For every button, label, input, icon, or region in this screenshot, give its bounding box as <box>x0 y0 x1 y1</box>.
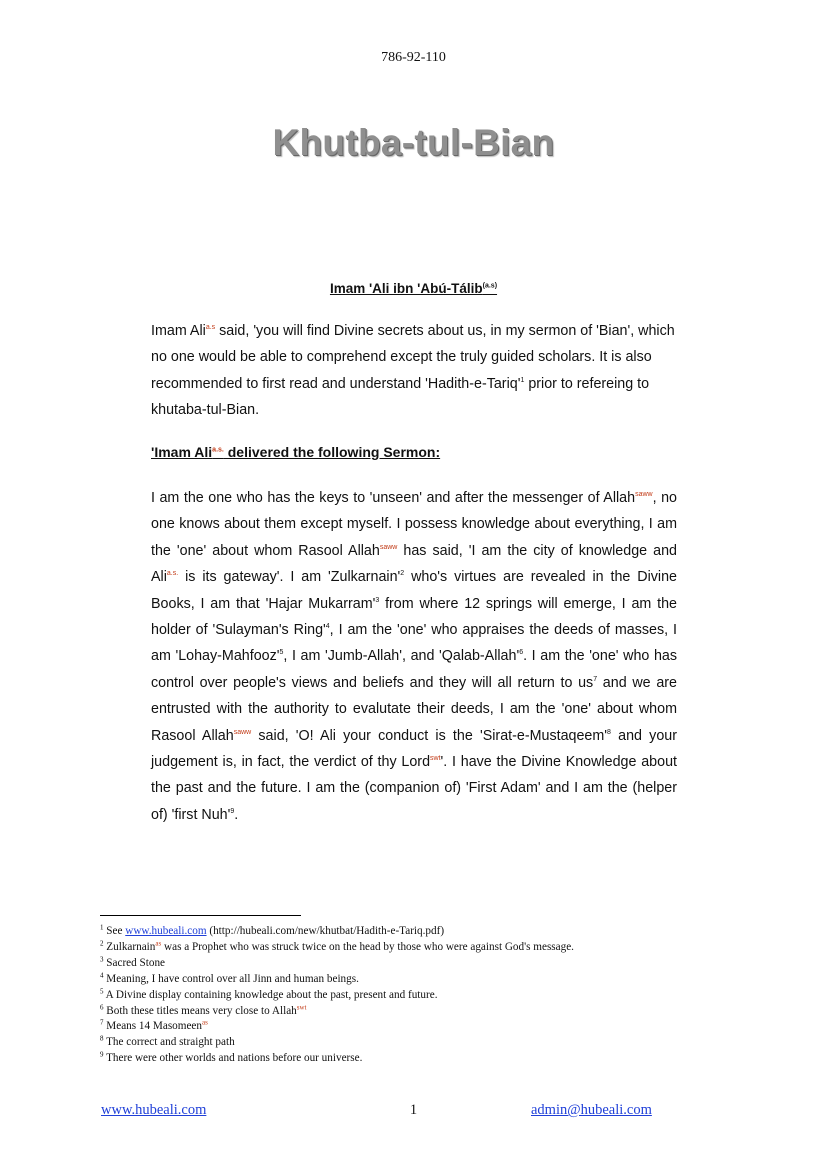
footnote-number: 3 <box>100 955 104 964</box>
footnote-number: 8 <box>100 1034 104 1043</box>
footnote-ref-1: 1 <box>520 377 525 385</box>
footnote-number: 5 <box>100 986 104 995</box>
footnote-6 <box>100 1004 760 1020</box>
footnote-number: 2 <box>100 939 104 948</box>
footnotes <box>100 924 760 1067</box>
author-honorific: (a.s) <box>482 282 498 290</box>
footnote-number: 4 <box>100 970 104 979</box>
footnote-ref-5: 5 <box>279 649 284 657</box>
footnote-ref-4: 4 <box>325 623 330 631</box>
footnote-1 <box>100 924 760 940</box>
footnote-ref-2: 2 <box>400 570 405 578</box>
footnote-number: 6 <box>100 1002 104 1011</box>
page-title: Khutba-tul-Bian <box>272 122 555 163</box>
sermon-heading-text-2: delivered the following Sermon: <box>223 444 441 460</box>
honorific-sup: as <box>155 939 162 948</box>
footnote-9 <box>100 1051 760 1067</box>
honorific-sup: saww <box>635 491 653 499</box>
honorific-sup: swt <box>296 1002 307 1011</box>
footnote-5 <box>100 988 760 1004</box>
footnote-text: Both these titles means very close to Allah <box>103 1004 297 1017</box>
footnote-3 <box>100 956 760 972</box>
intro-paragraph <box>151 318 677 424</box>
honorific-sup: swt <box>430 755 441 763</box>
sermon-text: . <box>234 806 239 823</box>
sermon-text: , no one knows about them except myself. I possess knowledge about everything, I am the 'one' about whom Rasool Allah <box>151 490 677 559</box>
hubeali-link[interactable]: www.hubeali.com <box>125 925 207 937</box>
honorific-sup: a.s. <box>212 446 224 454</box>
footnote-2 <box>100 940 760 956</box>
honorific-sup: saww <box>233 728 252 736</box>
sermon-text: has said, 'I am the city of knowledge and Ali <box>151 542 677 586</box>
page-number: 1 <box>409 1102 418 1118</box>
sermon-text: and we are entrusted with the authority to evalutate their deeds, I am the 'one' about whom Rasool Allah <box>151 674 677 744</box>
intro-text-1: Imam Ali <box>151 323 206 339</box>
sermon-heading-text-1: 'Imam Ali <box>151 444 213 460</box>
footnote-8 <box>100 1035 760 1051</box>
sermon-paragraph <box>151 485 677 828</box>
footnote-number: 1 <box>100 923 104 932</box>
sermon-text: , I am the 'one' who appraises the deeds of masses, I am 'Lohay-Mahfooz' <box>151 622 678 665</box>
sermon-text: I am the one who has the keys to 'unseen' and after the messenger of Allah <box>151 490 636 506</box>
footer-website-link[interactable]: www.hubeali.com <box>101 1102 207 1118</box>
footnote-ref-3: 3 <box>375 596 380 604</box>
footnote-text: Sacred Stone <box>103 956 166 969</box>
sermon-text: from where 12 springs will emerge, I am the holder of 'Sulayman's Ring' <box>151 595 677 639</box>
footnote-text: A Divine display containing knowledge about the past, present and future. <box>103 988 438 1001</box>
footnote-ref-9: 9 <box>230 808 235 816</box>
footnote-text: (http://hubeali.com/new/khutbat/Hadith-e-Tariq.pdf) <box>206 925 445 937</box>
honorific-sup: saww <box>379 544 398 552</box>
document-code: 786-92-110 <box>381 50 446 65</box>
footnote-divider <box>100 915 301 916</box>
footnote-text: was a Prophet who was struck twice on the head by those who were against God's message. <box>161 940 574 953</box>
author-heading <box>0 281 827 296</box>
footer-email-link[interactable]: admin@hubeali.com <box>531 1102 652 1118</box>
sermon-text: , I am 'Jumb-Allah', and 'Qalab-Allah' <box>283 648 520 665</box>
footnote-text: Means 14 Masomeen <box>103 1020 202 1033</box>
footnote-ref-6: 6 <box>519 649 524 657</box>
author-name: Imam 'Ali ibn 'Abú-Tálib <box>329 281 483 296</box>
sermon-text: is its gateway'. I am 'Zulkarnain' <box>178 569 401 586</box>
sermon-heading <box>151 444 440 460</box>
honorific-sup: a.s. <box>166 570 179 578</box>
footnote-number: 7 <box>100 1018 104 1027</box>
sermon-text: . I am the 'one' who has control over people's views and beliefs and they will all return to us <box>151 648 678 691</box>
footnote-text: The correct and straight path <box>103 1036 235 1049</box>
footnote-7 <box>100 1019 760 1035</box>
footnote-text: There were other worlds and nations before our universe. <box>103 1052 363 1065</box>
footnote-4 <box>100 972 760 988</box>
sermon-text: who's virtues are revealed in the Divine Books, I am that 'Hajar Mukarram' <box>151 569 677 612</box>
sermon-text: said, 'O! Ali your conduct is the 'Sirat-e-Mustaqeem' <box>251 727 608 744</box>
footnote-text: See <box>103 925 126 937</box>
footnote-ref-8: 8 <box>607 728 611 736</box>
intro-text-2: said, 'you will find Divine secrets about us, in my sermon of 'Bian', which no one would be able to comprehend except the truly guided scholars. It is also recommended to first read and understand 'Hadith-e-Tariq' <box>151 323 675 392</box>
footnote-ref-7: 7 <box>593 676 598 684</box>
footnote-text: Zulkarnain <box>103 940 156 953</box>
intro-text-3: prior to refereing to khutaba-tul-Bian. <box>151 375 650 419</box>
footnote-text: Meaning, I have control over all Jinn and human beings. <box>103 972 359 985</box>
honorific-sup: a.s <box>205 324 216 332</box>
sermon-text: and your judgement is, in fact, the verdict of thy Lord <box>151 727 677 771</box>
sermon-text: '. I have the Divine Knowledge about the past and the future. I am the (companion of) 'First Adam' and I am the (helper of) 'first Nuh' <box>151 754 677 823</box>
footnote-number: 9 <box>100 1050 104 1059</box>
honorific-sup: as <box>202 1018 208 1027</box>
